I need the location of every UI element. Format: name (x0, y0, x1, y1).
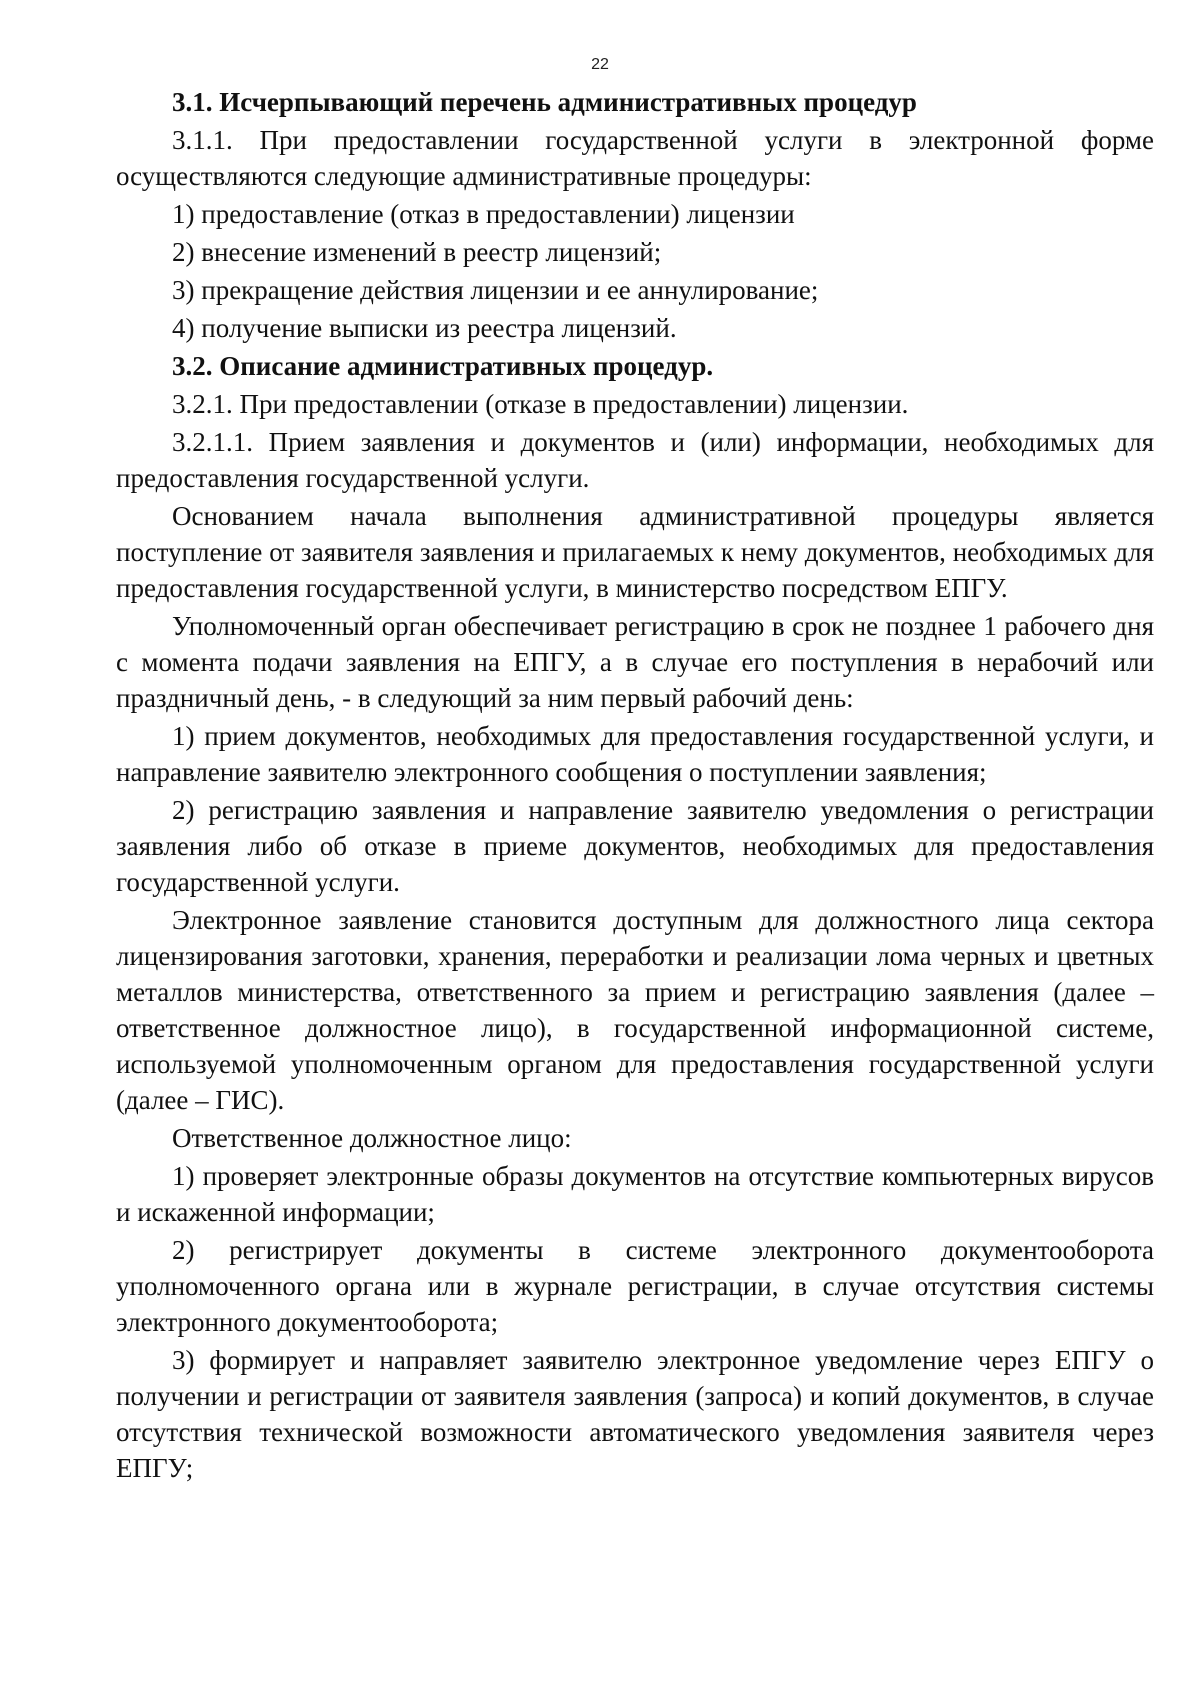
paragraph-3-1-1: 3.1.1. При предоставлении государственной услуги в электронной форме осуществляются следующие административные процедуры: (116, 125, 1154, 191)
list-item-1: 1) предоставление (отказ в предоставлении) лицензии (172, 199, 795, 229)
section-heading-3-2: 3.2. Описание административных процедур. (172, 351, 714, 381)
page-number: 22 (591, 56, 609, 73)
paragraph-registration: Уполномоченный орган обеспечивает регистрацию в срок не позднее 1 рабочего дня с момента подачи заявления на ЕПГУ, а в случае его поступления в нерабочий или праздничный день, - в следующий за ним первый рабочий день: (116, 611, 1154, 713)
section-heading-3-1: 3.1. Исчерпывающий перечень административных процедур (172, 87, 917, 117)
document-body (116, 84, 1154, 1486)
list-item-3: 3) прекращение действия лицензии и ее аннулирование; (172, 275, 819, 305)
official-action-3: 3) формирует и направляет заявителю электронное уведомление через ЕПГУ о получении и регистрации от заявителя заявления (запроса) и копий документов, в случае отсутствия технической возможности автоматического уведомления заявителя через ЕПГУ; (116, 1345, 1154, 1483)
list-item-2: 2) внесение изменений в реестр лицензий; (172, 237, 662, 267)
paragraph-electronic-application: Электронное заявление становится доступным для должностного лица сектора лицензирования заготовки, хранения, переработки и реализации лома черных и цветных металлов министерства, ответственного за прием и регистрацию заявления (далее – ответственное должностное лицо), в государственной информационной системе, используемой уполномоченным органом для предоставления государственной услуги (далее – ГИС). (116, 905, 1154, 1115)
paragraph-3-2-1: 3.2.1. При предоставлении (отказе в предоставлении) лицензии. (172, 389, 909, 419)
official-action-2: 2) регистрирует документы в системе электронного документооборота уполномоченного органа или в журнале регистрации, в случае отсутствия системы электронного документооборота; (116, 1235, 1154, 1337)
paragraph-3-2-1-1: 3.2.1.1. Прием заявления и документов и (или) информации, необходимых для предоставления государственной услуги. (116, 427, 1154, 493)
registration-item-2: 2) регистрацию заявления и направление заявителю уведомления о регистрации заявления либо об отказе в приеме документов, необходимых для предоставления государственной услуги. (116, 795, 1154, 897)
paragraph-basis: Основанием начала выполнения административной процедуры является поступление от заявителя заявления и прилагаемых к нему документов, необходимых для предоставления государственной услуги, в министерство посредством ЕПГУ. (116, 501, 1154, 603)
paragraph-responsible-official: Ответственное должностное лицо: (172, 1123, 572, 1153)
official-action-1: 1) проверяет электронные образы документов на отсутствие компьютерных вирусов и искаженной информации; (116, 1161, 1154, 1227)
registration-item-1: 1) прием документов, необходимых для предоставления государственной услуги, и направление заявителю электронного сообщения о поступлении заявления; (116, 721, 1154, 787)
list-item-4: 4) получение выписки из реестра лицензий. (172, 313, 677, 343)
